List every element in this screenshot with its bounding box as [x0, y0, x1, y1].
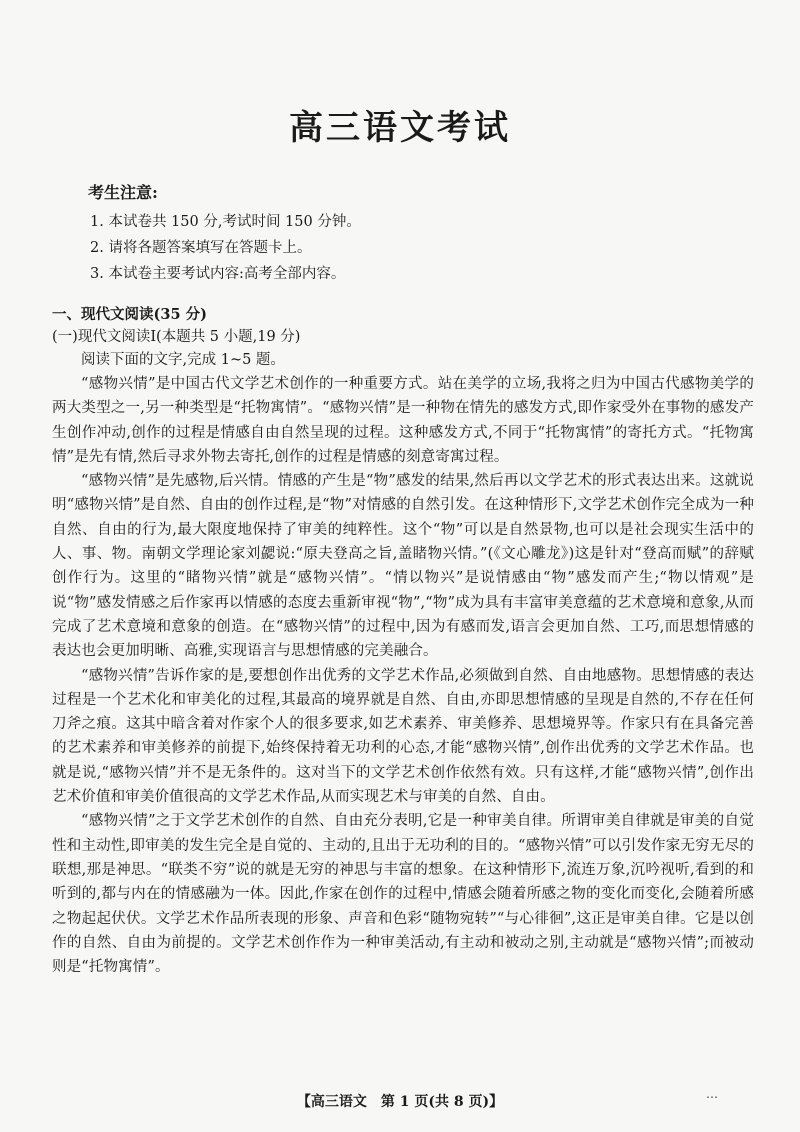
passage-paragraph: “感物兴情”是先感物,后兴情。情感的产生是“物”感发的结果,然后再以文学艺术的形式表达出来。这就说明“感物兴情”是自然、自由的创作过程,是“物”对情感的自然引发。在这种情形下,文学艺术创作完全成为一种自然、自由的行为,最大限度地保持了审美的纯粹性。这个“物”可以是自然景物,也可以是社会现实生活中的人、事、物。南朝文学理论家刘勰说:“原夫登高之旨,盖睹物兴情。”(《文心雕龙》)这是针对“登高而赋”的辞赋创作行为。这里的“睹物兴情”就是“感物兴情”。“情以物兴”是说情感由“物”感发而产生;“物以情观”是说“物”感发情感之后作家再以情感的态度去重新审视“物”,“物”成为具有丰富审美意蕴的艺术意境和意象,从而完成了艺术意境和意象的创造。在“感物兴情”的过程中,因为有感而发,语言会更加自然、工巧,而思想情感的表达也会更加明晰、高雅,实现语言与思想情感的完美融合。: [52, 473, 754, 660]
notice-item: 1. 本试卷共 150 分,考试时间 150 分钟。: [90, 214, 361, 230]
candidate-notice: [88, 180, 361, 287]
subsection-title: (一)现代文阅读Ⅰ(本题共 5 小题,19 分): [52, 329, 301, 345]
passage-paragraph: “感物兴情”告诉作家的是,要想创作出优秀的文学艺术作品,必须做到自然、自由地感物。思想情感的表达过程是一个艺术化和审美化的过程,其最高的境界就是自然、自由,亦即思想情感的呈现是自然的,不存在任何刀斧之痕。这其中暗含着对作家个人的很多要求,如艺术素养、审美修养、思想境界等。作家只有在具备完善的艺术素养和审美修养的前提下,始终保持着无功利的心态,才能“感物兴情”,创作出优秀的文学艺术作品。也就是说,“感物兴情”并不是无条件的。这对当下的文学艺术创作依然有效。只有这样,才能“感物兴情”,创作出艺术价值和审美价值很高的文学艺术作品,从而实现艺术与审美的自然、自由。: [52, 667, 754, 806]
passage-paragraph: “感物兴情”之于文学艺术创作的自然、自由充分表明,它是一种审美自律。所谓审美自律就是审美的自觉性和主动性,即审美的发生完全是自觉的、主动的,且出于无功利的目的。“感物兴情”可以引发作家无穷无尽的联想,那是神思。“联类不穷”说的就是无穷的神思与丰富的想象。在这种情形下,流连万象,沉吟视听,看到的和听到的,都与内在的情感融为一体。因此,作家在创作的过程中,情感会随着所感之物的变化而变化,会随着所感之物起起伏伏。文学艺术作品所表现的形象、声音和色彩“随物宛转”“与心徘徊”,这正是审美自律。它是以创作的自然、自由为前提的。文学艺术创作作为一种审美活动,有主动和被动之别,主动就是“感物兴情”;而被动则是“托物寓情”。: [52, 813, 754, 976]
notice-heading: 考生注意:: [88, 183, 158, 202]
notice-item: 3. 本试卷主要考试内容:高考全部内容。: [90, 266, 346, 282]
exam-title: 高三语文考试: [289, 108, 511, 148]
section-title: 一、现代文阅读(35 分): [52, 306, 207, 323]
notice-item: 2. 请将各题答案填写在答题卡上。: [90, 240, 312, 256]
reading-instruction: 阅读下面的文字,完成 1~5 题。: [81, 352, 285, 368]
page-footer: 【高三语文 第 1 页(共 8 页)】: [296, 1094, 504, 1110]
reading-section: [52, 304, 754, 979]
corner-mark: …: [706, 1087, 718, 1101]
passage-paragraph: “感物兴情”是中国古代文学艺术创作的一种重要方式。站在美学的立场,我将之归为中国古代感物美学的两大类型之一,另一种类型是“托物寓情”。“感物兴情”是一种物在情先的感发方式,即作家受外在事物的感发产生创作冲动,创作的过程是情感自由自然呈现的过程。这种感发方式,不同于“托物寓情”的寄托方式。“托物寓情”是先有情,然后寻求外物去寄托,创作的过程是情感的刻意寄寓过程。: [52, 376, 754, 465]
